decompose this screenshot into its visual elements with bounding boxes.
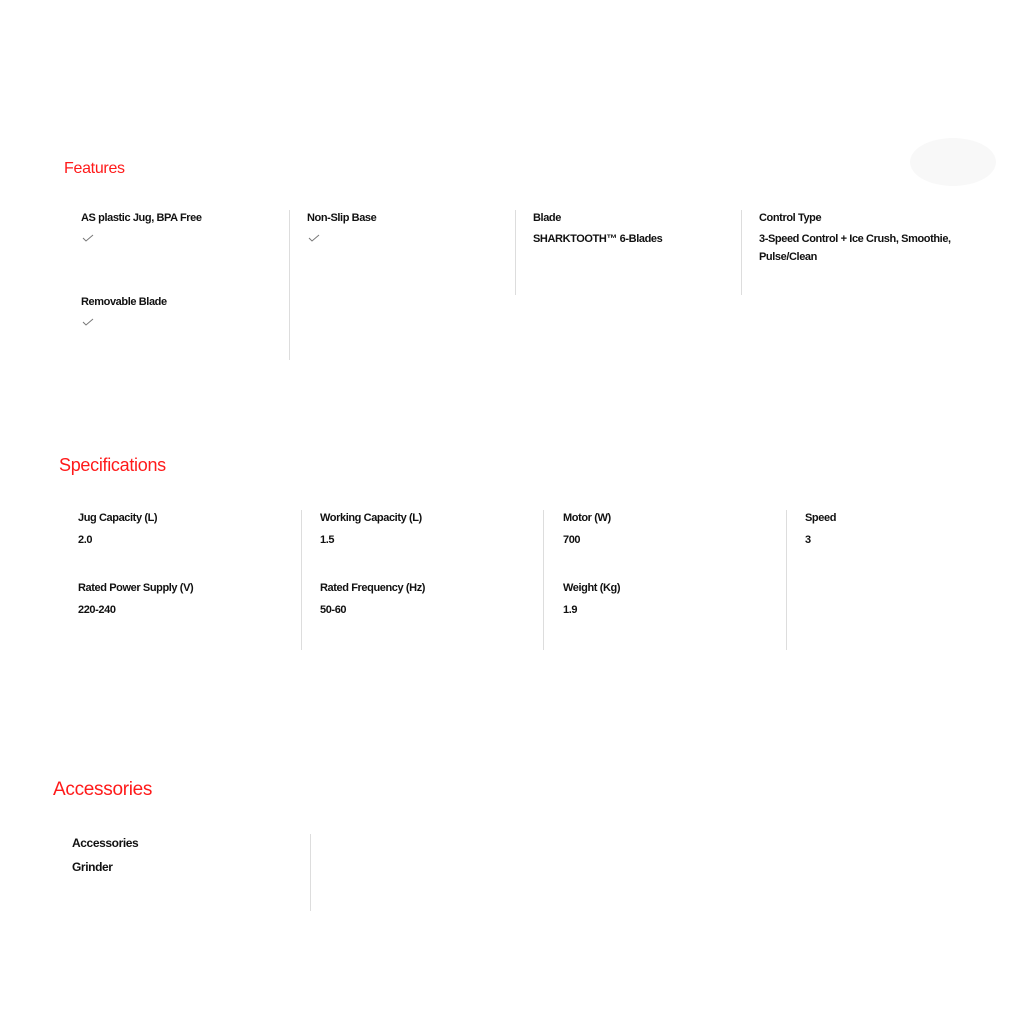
spec-label: Rated Frequency (Hz)	[320, 582, 426, 594]
specs-divider	[786, 510, 787, 650]
feature-label: AS plastic Jug, BPA Free	[81, 212, 202, 224]
feature-label: Blade	[533, 212, 561, 224]
feature-value: SHARKTOOTH™ 6-Blades	[533, 233, 663, 245]
features-divider	[289, 210, 290, 360]
spec-label: Weight (Kg)	[563, 582, 621, 594]
accessories-heading: Accessories	[53, 779, 153, 800]
spec-value: 1.5	[320, 534, 335, 546]
accessories-label: Accessories	[72, 836, 139, 850]
specifications-heading: Specifications	[59, 455, 166, 475]
spec-value: 50-60	[320, 604, 347, 616]
check-icon	[82, 234, 94, 242]
specs-divider	[301, 510, 302, 650]
feature-label: Removable Blade	[81, 296, 167, 308]
spec-value: 220-240	[78, 604, 116, 616]
spec-label: Working Capacity (L)	[320, 512, 422, 524]
feature-label: Control Type	[759, 212, 822, 224]
accessories-divider	[310, 834, 311, 911]
accessories-value: Grinder	[72, 860, 113, 874]
feature-value: 3-Speed Control + Ice Crush, Smoothie, Pulse/Clean	[759, 233, 951, 263]
spec-label: Jug Capacity (L)	[78, 512, 158, 524]
features-divider	[741, 210, 742, 295]
check-icon	[308, 234, 320, 242]
spec-value: 3	[805, 534, 811, 546]
spec-value: 700	[563, 534, 581, 546]
spec-label: Speed	[805, 512, 837, 524]
spec-label: Rated Power Supply (V)	[78, 582, 194, 594]
spec-label: Motor (W)	[563, 512, 611, 524]
decorative-blob	[910, 138, 996, 186]
check-icon	[82, 318, 94, 326]
spec-value: 1.9	[563, 604, 578, 616]
features-divider	[515, 210, 516, 295]
specs-divider	[543, 510, 544, 650]
spec-value: 2.0	[78, 534, 93, 546]
features-heading: Features	[64, 160, 125, 177]
feature-label: Non-Slip Base	[307, 212, 377, 224]
